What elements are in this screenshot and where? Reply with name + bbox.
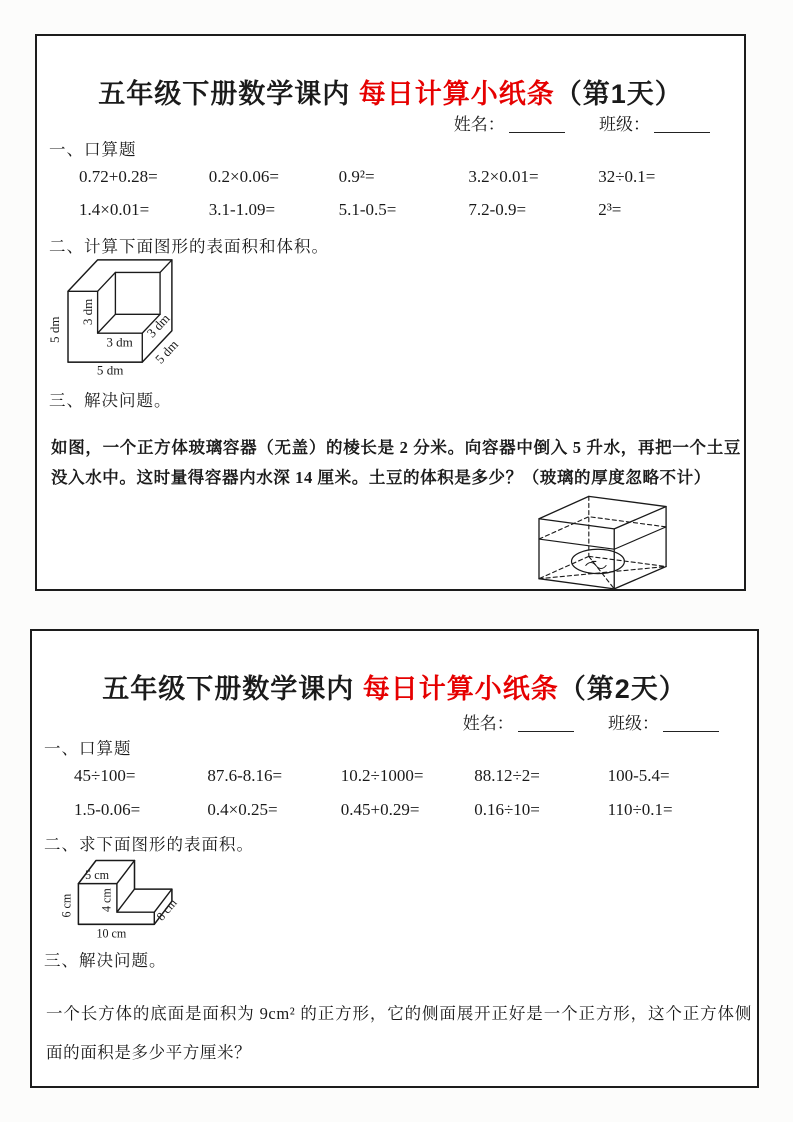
card1-section2-heading: 二、计算下面图形的表面积和体积。: [49, 237, 329, 256]
class-blank-line: [663, 715, 719, 732]
card1-word-problem: 如图，一个正方体玻璃容器（无盖）的棱长是 2 分米。向容器中倒入 5 升水，再把一个土豆没入水中。这时量得容器内水深 14 厘米。土豆的体积是多少？（玻璃的厚度忽略不计）: [51, 437, 741, 488]
oral-problem: 32÷0.1=: [598, 167, 656, 186]
oral-problem: 3.2×0.01=: [468, 167, 539, 186]
class-label: 班级：: [599, 115, 650, 134]
dim-label: 8 cm: [153, 895, 180, 924]
dim-label: 10 cm: [96, 926, 127, 941]
oral-problem: 88.12÷2=: [474, 766, 540, 785]
title-red-text: 每日计算小纸条: [362, 674, 559, 705]
potato-shape: [572, 549, 625, 573]
dim-label: 5 dm: [46, 316, 62, 343]
water-tank-figure: [505, 474, 695, 596]
oral-problem: 3.1-1.09=: [208, 200, 276, 219]
dim-label: 5 cm: [85, 868, 110, 883]
oral-problem: 5.1-0.5=: [338, 200, 397, 219]
title-day-text: （第2天）: [558, 674, 687, 705]
oral-problem: 1.5-0.06=: [74, 800, 141, 819]
class-blank-line: [654, 116, 710, 133]
oral-problem: 0.2×0.06=: [208, 167, 279, 186]
oral-problem: 10.2÷1000=: [340, 766, 424, 785]
title-day-text: （第1天）: [554, 79, 683, 110]
step-solid-figure: [52, 855, 206, 943]
oral-problem: 0.4×0.25=: [207, 800, 278, 819]
card2-title: [32, 667, 757, 706]
oral-problem: 0.9²=: [338, 167, 375, 186]
name-blank-line: [518, 715, 574, 732]
dim-label: 3 dm: [143, 310, 173, 341]
card1-title: [37, 72, 744, 111]
card1-oral-row1: [79, 167, 728, 187]
oral-problem: 87.6-8.16=: [207, 766, 283, 785]
dim-label: 3 dm: [79, 298, 95, 326]
oral-problem: 0.72+0.28=: [79, 167, 158, 186]
title-red-text: 每日计算小纸条: [358, 79, 555, 110]
oral-problem: 0.16÷10=: [474, 800, 540, 819]
oral-problem: 45÷100=: [74, 766, 136, 785]
dim-label: 4 cm: [99, 888, 114, 913]
title-black-text: 五年级下册数学课内: [98, 79, 351, 110]
worksheet-card-day2: [30, 629, 759, 1088]
card2-section2-heading: 二、求下面图形的表面积。: [44, 835, 254, 854]
name-label: 姓名：: [462, 714, 514, 733]
notched-cube-figure: [45, 246, 213, 382]
name-blank-line: [509, 116, 565, 133]
title-black-text: 五年级下册数学课内: [102, 674, 355, 705]
worksheet-card-day1: [35, 34, 746, 591]
dim-label: 5 dm: [96, 362, 124, 378]
name-label: 姓名：: [453, 115, 505, 134]
card2-oral-row1: [74, 766, 741, 786]
card2-section1-heading: 一、口算题: [44, 739, 132, 758]
oral-problem: 0.45+0.29=: [340, 800, 420, 819]
card2-oral-row2: [74, 800, 741, 820]
oral-problem: 2³=: [598, 200, 622, 219]
card1-section3-heading: 三、解决问题。: [49, 391, 172, 410]
card1-section1-heading: 一、口算题: [49, 140, 137, 159]
card2-name-class-line: [463, 709, 723, 734]
oral-problem: 1.4×0.01=: [79, 200, 150, 219]
dim-label: 3 dm: [106, 334, 133, 350]
oral-problem: 110÷0.1=: [607, 800, 673, 819]
dim-label: 5 dm: [151, 336, 182, 367]
class-label: 班级：: [608, 714, 659, 733]
card2-word-problem: 一个长方体的底面是面积为 9cm² 的正方形，它的侧面展开正好是一个正方形，这个正方体侧面的面积是多少平方厘米？: [46, 1003, 752, 1063]
dim-label: 6 cm: [59, 893, 74, 918]
oral-problem: 7.2-0.9=: [468, 200, 527, 219]
card1-oral-row2: [79, 200, 728, 220]
card2-section3-heading: 三、解决问题。: [44, 951, 167, 970]
card1-name-class-line: [454, 110, 714, 135]
oral-problem: 100-5.4=: [607, 766, 670, 785]
